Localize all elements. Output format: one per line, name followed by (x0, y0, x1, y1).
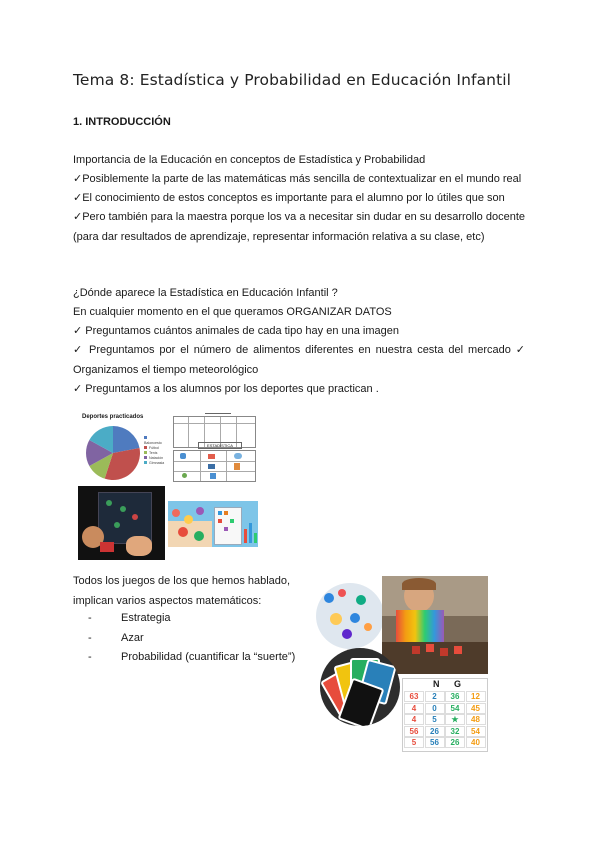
intro-point-2: ✓El conocimiento de estos conceptos es importante para el alumno por lo útiles que son (73, 192, 505, 204)
table-frame-bottom (173, 450, 256, 482)
bingo-cell: 5 (404, 737, 424, 748)
bingo-cell: 32 (445, 726, 465, 737)
pie-legend-item: Baloncesto (144, 436, 166, 446)
bingo-cell: 48 (466, 714, 486, 725)
intro-point-3: ✓Pero también para la maestra porque los va a necesitar sin dudar en su desarrollo docente (para dar resultados de aprendizaje, representar información relativa a su clase, etc) (73, 211, 525, 243)
where-point-2: ✓ Preguntamos por el número de alimentos diferentes en nuestra cesta del mercado ✓ Organizamos el tiempo meteorológico (73, 344, 525, 376)
bingo-cell: 2 (425, 691, 445, 702)
section-heading: 1. INTRODUCCIÓN (73, 116, 171, 128)
bingo-cell: 56 (425, 737, 445, 748)
bingo-cell: 40 (466, 737, 486, 748)
tablet-activity-photo (78, 486, 165, 560)
pie-chart (84, 424, 142, 482)
child-dice-photo (382, 576, 488, 674)
pie-legend (144, 436, 166, 466)
pie-legend-item: Natación (144, 456, 166, 461)
pie-legend-item: Fútbol (144, 446, 166, 451)
uno-cards-image (320, 648, 400, 726)
table-caption-line (205, 409, 231, 414)
bingo-cell: 0 (425, 703, 445, 714)
bingo-cell: 63 (404, 691, 424, 702)
games-list (88, 609, 295, 668)
bingo-cell: 45 (466, 703, 486, 714)
page-title: Tema 8: Estadística y Probabilidad en Educación Infantil (73, 71, 512, 89)
list-item: - Azar (88, 629, 295, 649)
where-answer: En cualquier momento en el que queramos ORGANIZAR DATOS (73, 306, 392, 318)
bingo-cell: 56 (404, 726, 424, 737)
bingo-cell: 5 (425, 714, 445, 725)
intro-point-1: ✓Posiblemente la parte de las matemáticas más sencilla de contextualizar en el mundo real (73, 173, 522, 185)
list-item: - Probabilidad (cuantificar la “suerte”) (88, 648, 295, 668)
bingo-cell: 12 (466, 691, 486, 702)
bingo-cell: 54 (445, 703, 465, 714)
games-intro: Todos los juegos de los que hemos hablado, implican varios aspectos matemáticos: (73, 575, 291, 607)
bingo-cell: 26 (445, 737, 465, 748)
where-point-3: ✓ Preguntamos a los alumnos por los deportes que practican . (73, 383, 379, 395)
pictogram-chart-image (168, 501, 258, 547)
bingo-grid (404, 691, 486, 749)
pie-legend-item: Gimnasia (144, 461, 166, 466)
bingo-card-image (402, 678, 488, 752)
pie-chart-title: Deportes practicados (82, 414, 144, 420)
where-question: ¿Dónde aparece la Estadística en Educación Infantil ? (73, 287, 338, 299)
bingo-cell: 54 (466, 726, 486, 737)
list-item: - Estrategia (88, 609, 295, 629)
bingo-cell: ★ (445, 714, 465, 725)
table-header: ESTADÍSTICA (198, 442, 242, 449)
board-game-image (316, 583, 384, 649)
bingo-header: N G (433, 679, 468, 689)
bingo-cell: 4 (404, 703, 424, 714)
bingo-cell: 36 (445, 691, 465, 702)
pie-legend-item: Tenis (144, 451, 166, 456)
pie-chart-image (80, 412, 166, 484)
data-table-image (172, 408, 256, 482)
where-point-1: ✓ Preguntamos cuántos animales de cada tipo hay en una imagen (73, 325, 399, 337)
intro-heading: Importancia de la Educación en conceptos de Estadística y Probabilidad (73, 154, 426, 166)
bingo-cell: 4 (404, 714, 424, 725)
bingo-cell: 26 (425, 726, 445, 737)
